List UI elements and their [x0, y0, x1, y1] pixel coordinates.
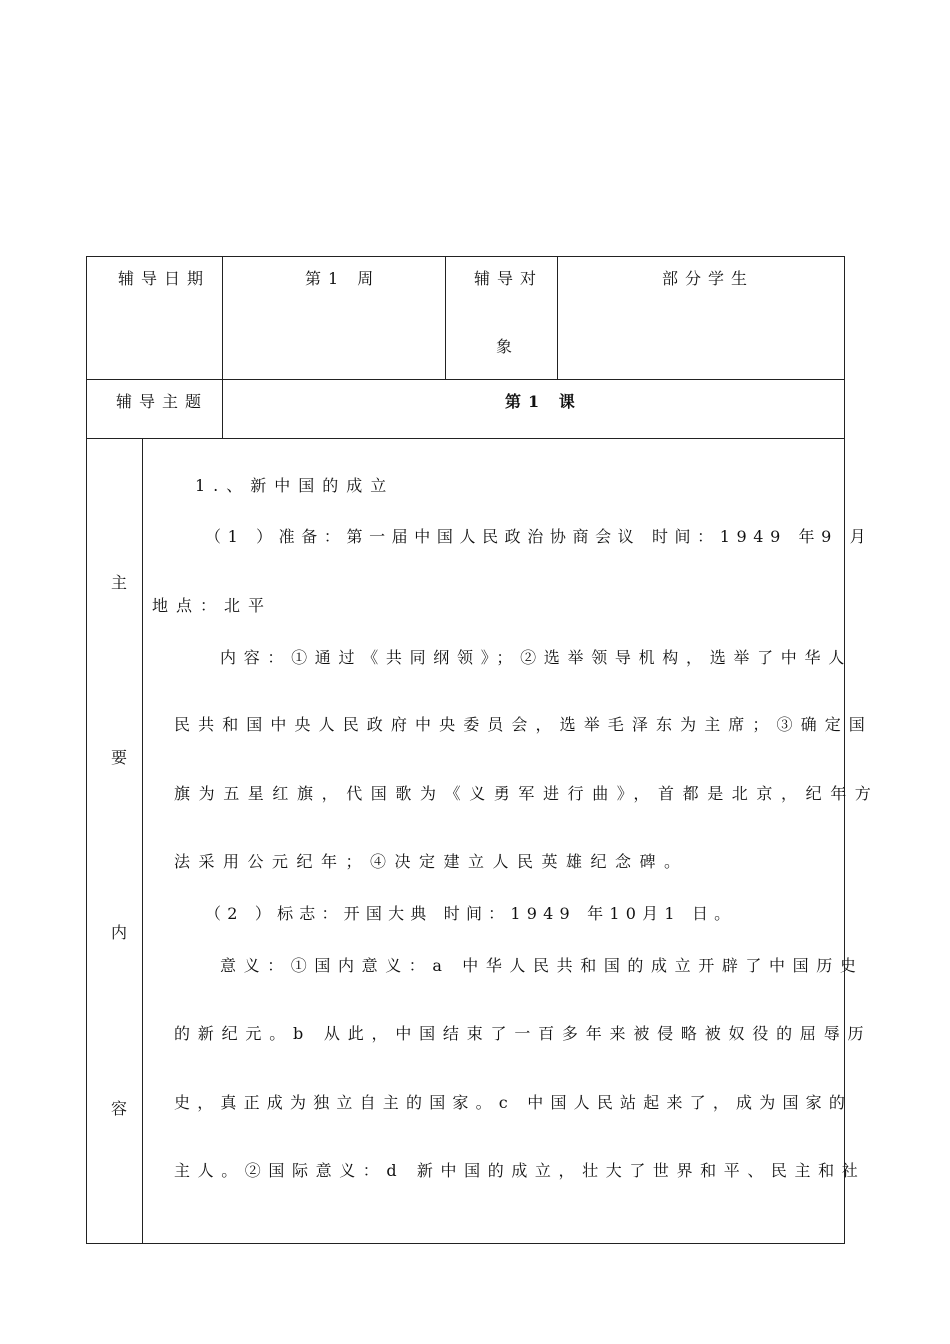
content-line: 意义：①国内意义：a 中华人民共和国的成立开辟了中国历史	[220, 956, 864, 975]
content-line: 主人。②国际意义：d 新中国的成立，壮大了世界和平、民主和社	[174, 1161, 866, 1180]
side-label-char: 内	[110, 923, 127, 942]
date-label: 辅导日期	[118, 269, 211, 288]
content-line: 史，真正成为独立自主的国家。c 中国人民站起来了，成为国家的	[174, 1093, 853, 1112]
content-line: 法采用公元纪年；④决定建立人民英雄纪念碑。	[174, 852, 689, 871]
content-line: （1 ）准备：第一届中国人民政治协商会议 时间：1949 年9 月	[205, 527, 873, 546]
side-label-char: 主	[110, 573, 127, 592]
side-label-char: 要	[110, 748, 127, 767]
content-line: 地点：北平	[152, 596, 273, 615]
col-divider-content	[142, 438, 143, 1244]
date-value: 第1 周	[305, 269, 381, 288]
target-label: 辅导对	[474, 269, 544, 288]
content-line: 旗为五星红旗，代国歌为《义勇军进行曲》，首都是北京，纪年方	[174, 784, 880, 803]
topic-value: 第1 课	[505, 392, 582, 411]
content-line: 1.、新中国的成立	[195, 476, 395, 495]
col-divider-2	[445, 256, 446, 380]
row-divider-1	[86, 379, 845, 380]
target-value: 部分学生	[662, 269, 755, 288]
col-divider-1	[222, 256, 223, 439]
target-label-cont: 象	[496, 337, 520, 356]
content-line: （2 ）标志：开国大典 时间：1949 年10月1 日。	[205, 904, 737, 923]
content-line: 内容：①通过《共同纲领》；②选举领导机构，选举了中华人	[220, 648, 852, 667]
content-line: 民共和国中央人民政府中央委员会，选举毛泽东为主席；③确定国	[174, 715, 873, 734]
col-divider-3	[557, 256, 558, 380]
topic-label: 辅导主题	[116, 392, 209, 411]
side-label-char: 容	[110, 1099, 127, 1118]
row-divider-2	[86, 438, 845, 439]
content-line: 的新纪元。b 从此，中国结束了一百多年来被侵略被奴役的屈辱历	[174, 1024, 872, 1043]
